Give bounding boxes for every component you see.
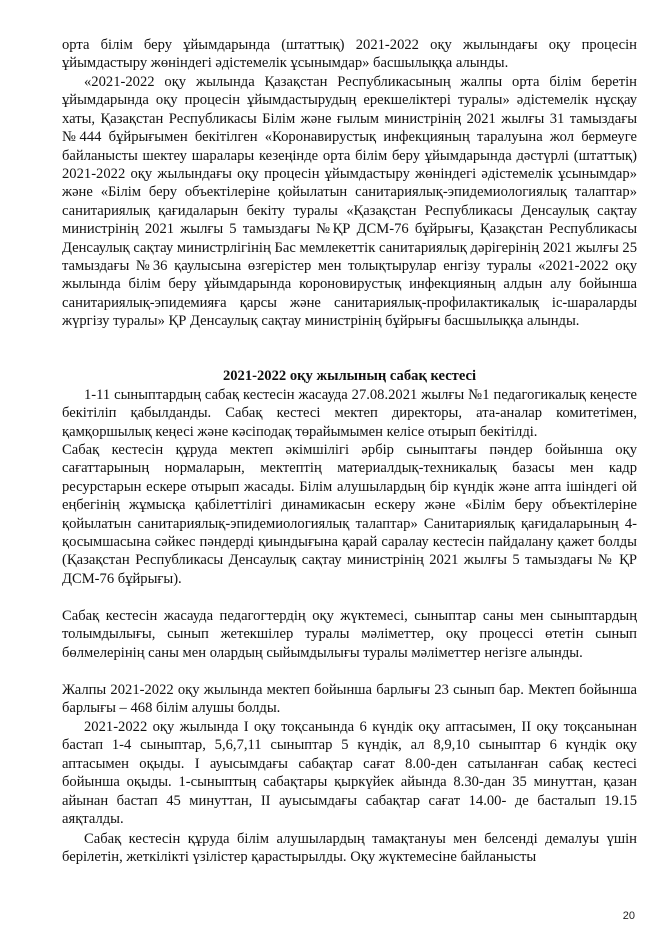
paragraph-6: Жалпы 2021-2022 оқу жылында мектеп бойынша барлығы 23 сынып бар. Мектеп бойынша барлығы – 468 білім алушы болды. xyxy=(62,682,637,717)
section-heading: 2021-2022 оқу жылының сабақ кестесі xyxy=(222,368,477,384)
paragraph-2: «2021-2022 оқу жылында Қазақстан Республикасының жалпы орта білім беретін ұйымдарында оқу процесін ұйымдастырудың ерекшеліктері туралы» әдістемелік нұсқау хаты, Қазақстан Республикасы Білім және ғылым министрінің 2021 жылғы 31 тамыздағы №444 бұйрығымен бекітілген «Коронавирустық инфекцияның таралуына жол бермеуге байланысты шектеу шаралары кезеңінде орта білім беру ұйымдарында дәстүрлі (штаттық) 2021-2022 оқу жылындағы оқу процесін ұйымдастыру жөніндегі әдістемелік ұсынымдар» және «Білім беру объектілеріне қойылатын санитариялық-эпидемиологиялық талаптар» санитариялық қағидаларын бекіту туралы «Қазақстан Республикасы Денсаулық сақтау министрінің 2021 жылғы 5 тамыздағы №ҚР ДСМ-76 бұйрығы, Қазақстан Республикасы Денсаулық сақтау министрлігінің Бас мемлекеттік санитариялық дәрігерінің 2021 жылғы 25 тамыздағы №36 қаулысына өзгерістер мен толықтырулар енгізу туралы «2021-2022 оқу жылында білім беру ұйымдарында короновирустық инфекцияның алдын алу бойынша санитариялық-эпидемияға қарсы және санитариялық-профилактикалық іс-шараларды жүргізу туралы» ҚР Денсаулық сақтау министрінің бұйрығы басшылыққа алынды. xyxy=(62,74,637,330)
paragraph-4: Сабақ кестесін құруда мектеп әкімшілігі әрбір сыныптағы пәндер бойынша оқу сағаттарының нормаларын, мектептің материалдық-техникалық базасы мен кадр ресурстарын ескере отырып жасады. Білім алушылардың бір күндік және апта ішіндегі ой еңбегінің жұмысқа қабілеттілігі динамикасын ескеру және «Білім беру объектілеріне қойылатын санитариялық-эпидемиологиялық талаптар» Санитариялық қағидаларының 4-қосымшасына сәйкес пәндерді қиындығына қарай саралау кестесін пайдалану қажет болды (Қазақстан Республикасы Денсаулық сақтау министрінің 2021 жылғы 5 тамыздағы № ҚР ДСМ-76 бұйрығы). xyxy=(62,442,637,587)
paragraph-8: Сабақ кестесін құруда білім алушылардың тамақтануы мен белсенді демалуы үшін берілетін, жеткілікті үзілістер қарастырылды. Оқу жүктемесіне байланысты xyxy=(62,831,637,866)
paragraph-7: 2021-2022 оқу жылында І оқу тоқсанында 6 күндік оқу аптасымен, ІІ оқу тоқсанынан бастап 1-4 сыныптар, 5,6,7,11 сыныптар 5 күндік, ал 8,9,10 сыныптар 6 күндік оқу аптасымен оқыды. І ауысымдағы сабақтар сағат 8.00-ден сатыланған сабақ кестесі бойынша оқыды. 1-сыныптың сабақтары қыркүйек айында 8.30-дан 35 минуттан, қазан айынан бастап 45 минуттан, ІІ ауысымдағы сабақтар сағат 14.00- де басталып 19.15 аяқталды. xyxy=(62,719,637,828)
page-number: 20 xyxy=(622,910,635,922)
paragraph-3: 1-11 сыныптардың сабақ кестесін жасауда 27.08.2021 жылғы №1 педагогикалық кеңесте бекітіліп қабылданды. Сабақ кестесі мектеп директоры, ата-аналар комитетімен, қамқоршылық кеңесі және кәсіподақ төрайымымен келісе отырып бекітілді. xyxy=(62,387,637,440)
paragraph-5: Сабақ кестесін жасауда педагогтердің оқу жүктемесі, сыныптар саны мен сыныптардың толымдылығы, сынып жетекшілер туралы мәліметтер, оқу процессі өтетін сынып бөлмелерінің саны мен олардың сыйымдылығы туралы мәліметтер негізге алынды. xyxy=(62,608,637,661)
paragraph-1: орта білім беру ұйымдарында (штаттық) 2021-2022 оқу жылындағы оқу процесін ұйымдастыру жөніндегі әдістемелік ұсынымдар» басшылыққа алынды. xyxy=(62,37,637,72)
